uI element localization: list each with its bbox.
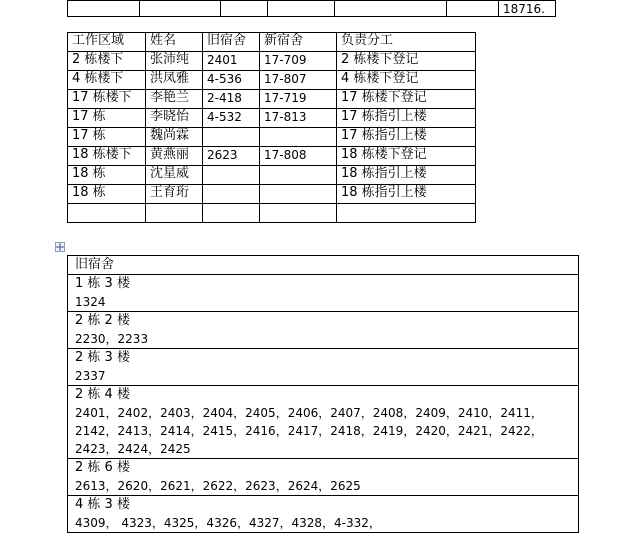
table-cell — [221, 1, 268, 17]
cell-name — [146, 204, 203, 223]
table-row — [68, 349, 579, 386]
dorm-entry — [68, 496, 579, 533]
cell-work-area: 18 栋楼下 — [68, 147, 146, 166]
cell-old-dorm: 2401 — [203, 52, 260, 71]
cell-new-dorm: 17-709 — [260, 52, 337, 71]
cell-name: 黄燕丽 — [146, 147, 203, 166]
table-row — [68, 109, 476, 128]
cell-name: 李晓怡 — [146, 109, 203, 128]
cell-work-area: 18 栋 — [68, 185, 146, 204]
table-row — [68, 71, 476, 90]
table-cell — [68, 1, 140, 17]
table-cell — [335, 1, 447, 17]
cell-work-area: 17 栋 — [68, 109, 146, 128]
header-new-dorm: 新宿舍 — [260, 33, 337, 52]
cell-duty: 18 栋指引上楼 — [337, 166, 476, 185]
cell-work-area: 17 栋楼下 — [68, 90, 146, 109]
table-row — [68, 312, 579, 349]
dorm-room-list: 2613，2620，2621，2622，2623，2624，2625 — [75, 479, 361, 493]
cell-duty — [337, 204, 476, 223]
cell-duty: 4 栋楼下登记 — [337, 71, 476, 90]
cell-old-dorm: 2-418 — [203, 90, 260, 109]
header-old-dorm: 旧宿舍 — [68, 256, 579, 275]
cell-old-dorm — [203, 166, 260, 185]
dorm-room-list: 4309， 4323，4325，4326，4327，4328，4-332， — [75, 516, 381, 530]
cell-old-dorm — [203, 128, 260, 147]
cell-duty: 2 栋楼下登记 — [337, 52, 476, 71]
table-cell — [140, 1, 221, 17]
cell-new-dorm: 17-719 — [260, 90, 337, 109]
cell-work-area: 2 栋楼下 — [68, 52, 146, 71]
dorm-room-list: 2401，2402，2403，2404，2405，2406，2407，2408，2409，2410，2411，2142，2413，2414，2415，2416，2417，2418，2419，2420，2421，2422，2423，2424，2425 — [75, 406, 543, 456]
cell-work-area: 18 栋 — [68, 166, 146, 185]
table-row — [68, 52, 476, 71]
dorm-floor-title: 1 栋 3 楼 — [75, 276, 130, 291]
table-row — [68, 1, 556, 17]
table-row — [68, 147, 476, 166]
table-row — [68, 90, 476, 109]
cell-old-dorm — [203, 185, 260, 204]
cell-old-dorm — [203, 204, 260, 223]
table-cell — [268, 1, 335, 17]
dorm-floor-title: 4 栋 3 楼 — [75, 497, 130, 512]
table-row — [68, 185, 476, 204]
header-work-area: 工作区域 — [68, 33, 146, 52]
cell-text: 18716. — [503, 1, 545, 16]
table-row — [68, 166, 476, 185]
cell-duty: 18 栋楼下登记 — [337, 147, 476, 166]
table-row-empty — [68, 204, 476, 223]
dorm-entry — [68, 459, 579, 496]
cell-new-dorm: 17-808 — [260, 147, 337, 166]
table-header-row — [68, 256, 579, 275]
dorm-entry — [68, 312, 579, 349]
cell-work-area: 17 栋 — [68, 128, 146, 147]
table-row — [68, 386, 579, 459]
top-table-fragment — [67, 0, 556, 17]
cell-new-dorm — [260, 128, 337, 147]
cell-old-dorm: 2623 — [203, 147, 260, 166]
dorm-floor-title: 2 栋 4 楼 — [75, 387, 130, 402]
dorm-room-list: 2230，2233 — [75, 332, 149, 346]
header-duty: 负责分工 — [337, 33, 476, 52]
cell-work-area — [68, 204, 146, 223]
table-row — [68, 275, 579, 312]
cell-name: 洪凤雅 — [146, 71, 203, 90]
cell-duty: 17 栋指引上楼 — [337, 128, 476, 147]
dorm-room-list: 1324 — [75, 295, 106, 309]
table-cell — [447, 1, 499, 17]
table-row — [68, 459, 579, 496]
cell-duty: 17 栋指引上楼 — [337, 109, 476, 128]
old-dorm-table — [67, 255, 579, 533]
dorm-entry — [68, 275, 579, 312]
cell-new-dorm: 17-813 — [260, 109, 337, 128]
staff-table — [67, 32, 476, 223]
cell-old-dorm: 4-532 — [203, 109, 260, 128]
table-row — [68, 496, 579, 533]
dorm-entry — [68, 386, 579, 459]
table-row — [68, 128, 476, 147]
table-header-row — [68, 33, 476, 52]
cell-name: 魏尚霖 — [146, 128, 203, 147]
cell-name: 李艳兰 — [146, 90, 203, 109]
dorm-room-list: 2337 — [75, 369, 106, 383]
header-old-dorm: 旧宿舍 — [203, 33, 260, 52]
cell-duty: 18 栋指引上楼 — [337, 185, 476, 204]
cell-old-dorm: 4-536 — [203, 71, 260, 90]
dorm-floor-title: 2 栋 6 楼 — [75, 460, 130, 475]
cell-name: 王育珩 — [146, 185, 203, 204]
move-handle-icon[interactable] — [55, 242, 65, 252]
cell-name: 张沛纯 — [146, 52, 203, 71]
cell-new-dorm: 17-807 — [260, 71, 337, 90]
cell-new-dorm — [260, 185, 337, 204]
cell-new-dorm — [260, 204, 337, 223]
header-name: 姓名 — [146, 33, 203, 52]
cell-duty: 17 栋楼下登记 — [337, 90, 476, 109]
cell-new-dorm — [260, 166, 337, 185]
table-cell — [499, 1, 556, 17]
dorm-floor-title: 2 栋 3 楼 — [75, 350, 130, 365]
dorm-entry — [68, 349, 579, 386]
cell-name: 沈星威 — [146, 166, 203, 185]
cell-work-area: 4 栋楼下 — [68, 71, 146, 90]
dorm-floor-title: 2 栋 2 楼 — [75, 313, 130, 328]
